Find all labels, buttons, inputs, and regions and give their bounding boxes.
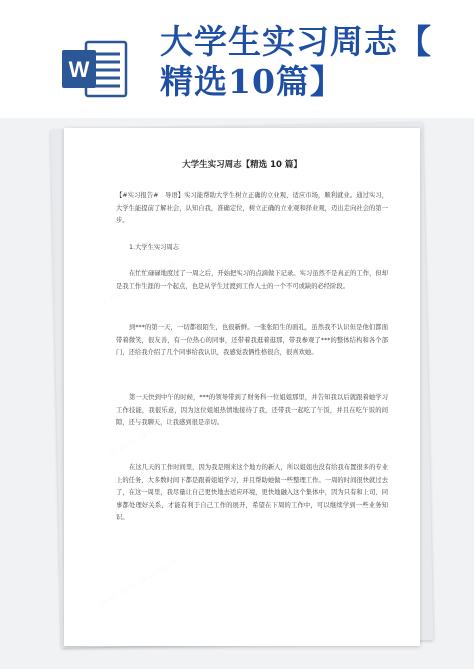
word-document-icon [60,38,130,100]
banner [0,0,474,118]
paragraph-2: 到***的第一天，一切都很陌生，也很新鲜。一张张陌生的面孔，虽然我不认识但是他们都面带着微笑，很友善，有一位热心的同事，还带着我逛着逛那，带我参观了***的整体结构和各个部门，还给我介绍了几个同事给我认识，我感觉我俩性格很合，很喜欢她。 [116,324,388,357]
paragraph-1: 在忙忙碌碌地度过了一周之后，开始把实习的点滴做下记录。实习虽然不是真正的工作，但却是我工作生涯的一个起点，也是从学生过渡到工作人士的一个不可或缺的必经阶段。 [116,270,388,290]
intro-paragraph: 【#实习报告# 导语】实习能帮助大学生树立正确的立业观，适应市场，顺利就业。通过实习，大学生能提前了解社会，认知自我，准确定位，树立正确的立业观和择业观，迈出走向社会的第一步。 [116,192,388,225]
paragraph-3: 第一天快到中午的时候，***的领导带到了财务科一位姐姐那里，并告知我以后就跟着她学习工作技能，我很乐意，因为这位姐姐热情地接待了我，还带我一起吃了午饭，并且在吃午饭的间隙，还与我聊天，让我感到很是亲切。 [116,394,388,427]
banner-title-line-2: 精选10篇】 [160,62,344,101]
word-icon-letter: W [68,57,90,82]
banner-title-line-1: 大学生实习周志【 [160,22,432,61]
section-heading: 1.大学生实习周志 [129,244,180,251]
document-title: 大学生实习周志【精选 10 篇】 [182,160,302,170]
paragraph-4: 在这几天的工作时间里，因为我是刚来这个地方的新人，所以姐姐也没有给我布置很多的专业上的任务，大多数时间下都是跟着姐姐学习，并且帮助她做一些整理工作。一周的时间很快就过去了，在这一周里，我尽量让自己更快地去适应环境，更快地融入这个集体中，因为只有和上司、同事都处理好关系，才能有利于自己工作的展开，希望在下周的工作中，可以继续学到一些业务知识。 [116,464,388,522]
watermark-pattern [97,557,178,610]
document-page [64,128,420,646]
banner-title [160,22,460,102]
